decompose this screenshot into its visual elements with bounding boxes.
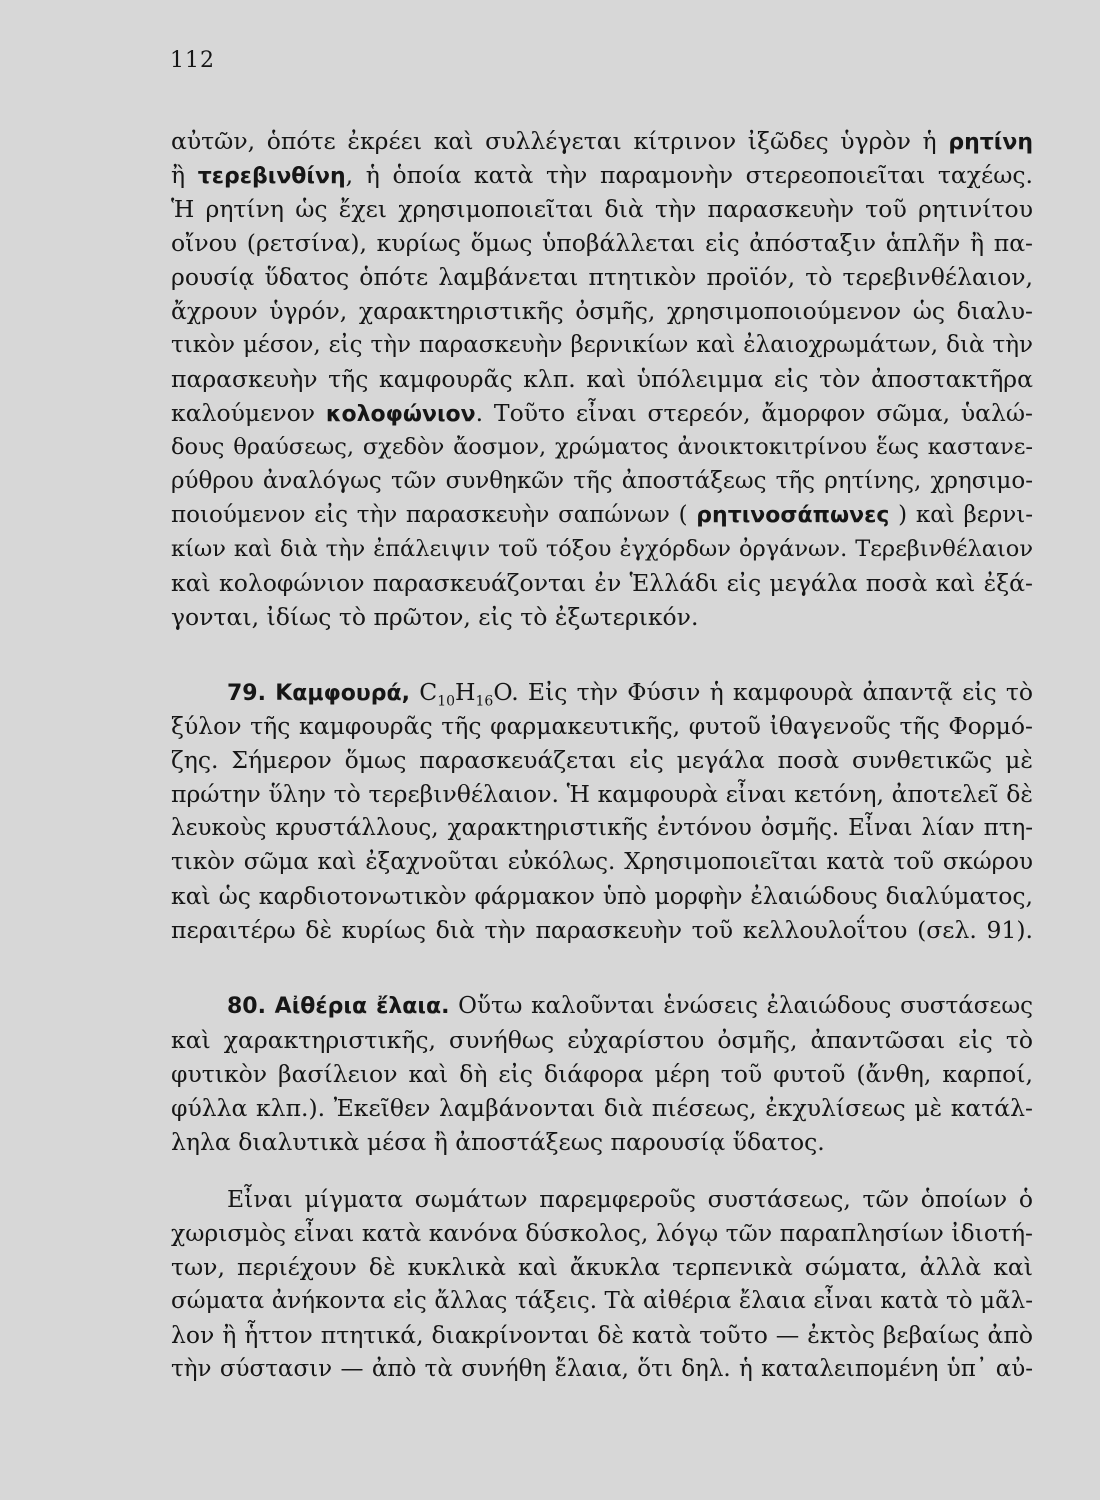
text-line: παρασκευὴν τῆς καμφουρᾶς κλπ. καὶ ὑπόλειμμα εἰς τὸν ἀποστακτῆρα	[171, 365, 1033, 393]
text-span: ποιούμενον εἰς τὴν παρασκευὴν σαπώνων (	[171, 502, 697, 528]
bold-term: κολοφώνιον	[325, 402, 476, 427]
text-line: ρουσίᾳ ὕδατος ὁπότε λαμβάνεται πτητικὸν προϊόν, τὸ τερεβινθέλαιον,	[171, 263, 1033, 291]
formula-subscript: 10	[437, 693, 456, 710]
text-line: τὴν σύστασιν — ἀπὸ τὰ συνήθη ἔλαια, ὅτι δηλ. ἡ καταλειπομένη ὑπ᾽ αὐ-	[171, 1356, 1033, 1382]
text-line: καὶ χαρακτηριστικῆς, συνήθως εὐχαρίστου ὀσμῆς, ἀπαντῶσαι εἰς τὸ	[171, 1026, 1033, 1054]
text-span: Εἰς τὴν Φύσιν ἡ καμφουρὰ ἀπαντᾷ εἰς τὸ	[518, 678, 1033, 706]
text-line: τικὸν σῶμα καὶ ἐξαχνοῦται εὐκόλως. Χρησιμοποιεῖται κατὰ τοῦ σκώρου	[171, 849, 1033, 875]
text-line: χωρισμὸς εἶναι κατὰ κανόνα δύσκολος, λόγῳ τῶν παραπλησίων ἰδιοτή-	[171, 1219, 1033, 1247]
text-line: καὶ κολοφώνιον παρασκευάζονται ἐν Ἑλλάδι εἰς μεγάλα ποσὰ καὶ ἐξά-	[171, 569, 1033, 597]
page-number: 112	[170, 48, 215, 73]
text-line: γονται, ἰδίως τὸ πρῶτον, εἰς τὸ ἐξωτερικόν.	[171, 603, 699, 631]
text-line: δους θραύσεως, σχεδὸν ἄοσμον, χρώματος ἀνοικτοκιτρίνου ἕως καστανε-	[171, 434, 1033, 460]
text-line: Ἡ ρητίνη ὡς ἔχει χρησιμοποιεῖται διὰ τὴν παρασκευὴν τοῦ ρητινίτου	[171, 195, 1033, 223]
formula-subscript: 16	[475, 693, 494, 710]
text-line: των, περιέχουν δὲ κυκλικὰ καὶ ἄκυκλα τερπενικὰ σώματα, ἀλλὰ καὶ	[171, 1253, 1033, 1281]
text-line: καὶ ὡς καρδιοτονωτικὸν φάρμακον ὑπὸ μορφὴν ἐλαιώδους διαλύματος,	[171, 882, 1033, 910]
text-line: ἄχρουν ὑγρόν, χαρακτηριστικῆς ὀσμῆς, χρησιμοποιούμενον ὡς διαλυ-	[171, 297, 1033, 325]
text-line	[171, 396, 1033, 432]
text-line: λευκοὺς κρυστάλλους, χαρακτηριστικῆς ἐντόνου ὀσμῆς. Εἶναι λίαν πτη-	[171, 815, 1033, 841]
text-span: , ἡ ὁποία κατὰ τὴν παραμονὴν στερεοποιεῖται ταχέως.	[345, 161, 1033, 189]
bold-term: ρητίνη	[948, 130, 1033, 155]
bold-term: ρητινοσάπωνες	[696, 503, 890, 528]
text-line: Εἶναι μίγματα σωμάτων παρεμφεροῦς συστάσεως, τῶν ὁποίων ὁ	[227, 1185, 1033, 1213]
text-line: τικὸν μέσον, εἰς τὴν παρασκευὴν βερνικίων καὶ ἐλαιοχρωμάτων, διὰ τὴν	[171, 332, 1033, 358]
text-span: . Τοῦτο εἶναι στερεόν, ἄμορφον σῶμα, ὑαλώ-	[475, 399, 1033, 427]
text-line: φύλλα κλπ.). Ἐκεῖθεν λαμβάνονται διὰ πιέσεως, ἐκχυλίσεως μὲ κατάλ-	[171, 1094, 1033, 1122]
text-line: σώματα ἀνήκοντα εἰς ἄλλας τάξεις. Τὰ αἰθέρια ἔλαια εἶναι κατὰ τὸ μᾶλ-	[171, 1288, 1033, 1314]
text-line: ζης. Σήμερον ὅμως παρασκευάζεται εἰς μεγάλα ποσὰ συνθετικῶς μὲ	[171, 746, 1033, 774]
text-span: αὐτῶν, ὁπότε ἐκρέει καὶ συλλέγεται κίτρινον ἰξῶδες ὑγρὸν ἡ	[171, 127, 949, 155]
text-line: πρώτην ὕλην τὸ τερεβινθέλαιον. Ἡ καμφουρὰ εἶναι κετόνη, ἀποτελεῖ δὲ	[171, 780, 1033, 808]
section-80-heading-line	[227, 989, 1033, 1024]
section-title: Καμφουρά,	[275, 681, 410, 706]
text-line	[171, 158, 1033, 194]
text-line: περαιτέρω δὲ κυρίως διὰ τὴν παρασκευὴν τοῦ κελλουλοΐτου (σελ. 91).	[171, 916, 1033, 944]
section-title: Αἰθέρια ἔλαια.	[274, 994, 450, 1019]
text-line: κίων καὶ διὰ τὴν ἐπάλειψιν τοῦ τόξου ἐγχόρδων ὀργάνων. Τερεβινθέλαιον	[171, 536, 1033, 562]
text-line: φυτικὸν βασίλειον καὶ δὴ εἰς διάφορα μέρη τοῦ φυτοῦ (ἄνθη, καρποί,	[171, 1060, 1033, 1088]
text-span: Οὕτω καλοῦνται ἑνώσεις ἐλαιώδους συστάσεως	[449, 993, 1033, 1019]
text-span: ἢ	[171, 161, 198, 189]
text-line: ξύλον τῆς καμφουρᾶς τῆς φαρμακευτικῆς, φυτοῦ ἰθαγενοῦς τῆς Φορμό-	[171, 712, 1033, 740]
text-line	[171, 124, 1033, 160]
text-line: λον ἢ ἧττον πτητικά, διακρίνονται δὲ κατὰ τοῦτο — ἐκτὸς βεβαίως ἀπὸ	[171, 1321, 1033, 1349]
formula-element: C	[419, 678, 438, 706]
section-number: 80.	[227, 994, 266, 1019]
text-line: ρύθρου ἀναλόγως τῶν συνθηκῶν τῆς ἀποστάξεως τῆς ρητίνης, χρησιμο-	[171, 468, 1033, 494]
chemical-formula	[419, 678, 519, 710]
section-number: 79.	[227, 681, 266, 706]
bold-term: τερεβινθίνη	[197, 164, 346, 189]
text-span: καλούμενον	[171, 399, 326, 427]
formula-element: H	[455, 678, 476, 706]
formula-element: O.	[493, 678, 519, 706]
text-line	[171, 498, 1033, 533]
text-line: ληλα διαλυτικὰ μέσα ἢ ἀποστάξεως παρουσίᾳ ὕδατος.	[171, 1128, 825, 1156]
text-span: ) καὶ βερνι-	[889, 502, 1033, 528]
text-line: οἴνου (ρετσίνα), κυρίως ὅμως ὑποβάλλεται εἰς ἀπόσταξιν ἁπλῆν ἢ πα-	[171, 229, 1033, 257]
